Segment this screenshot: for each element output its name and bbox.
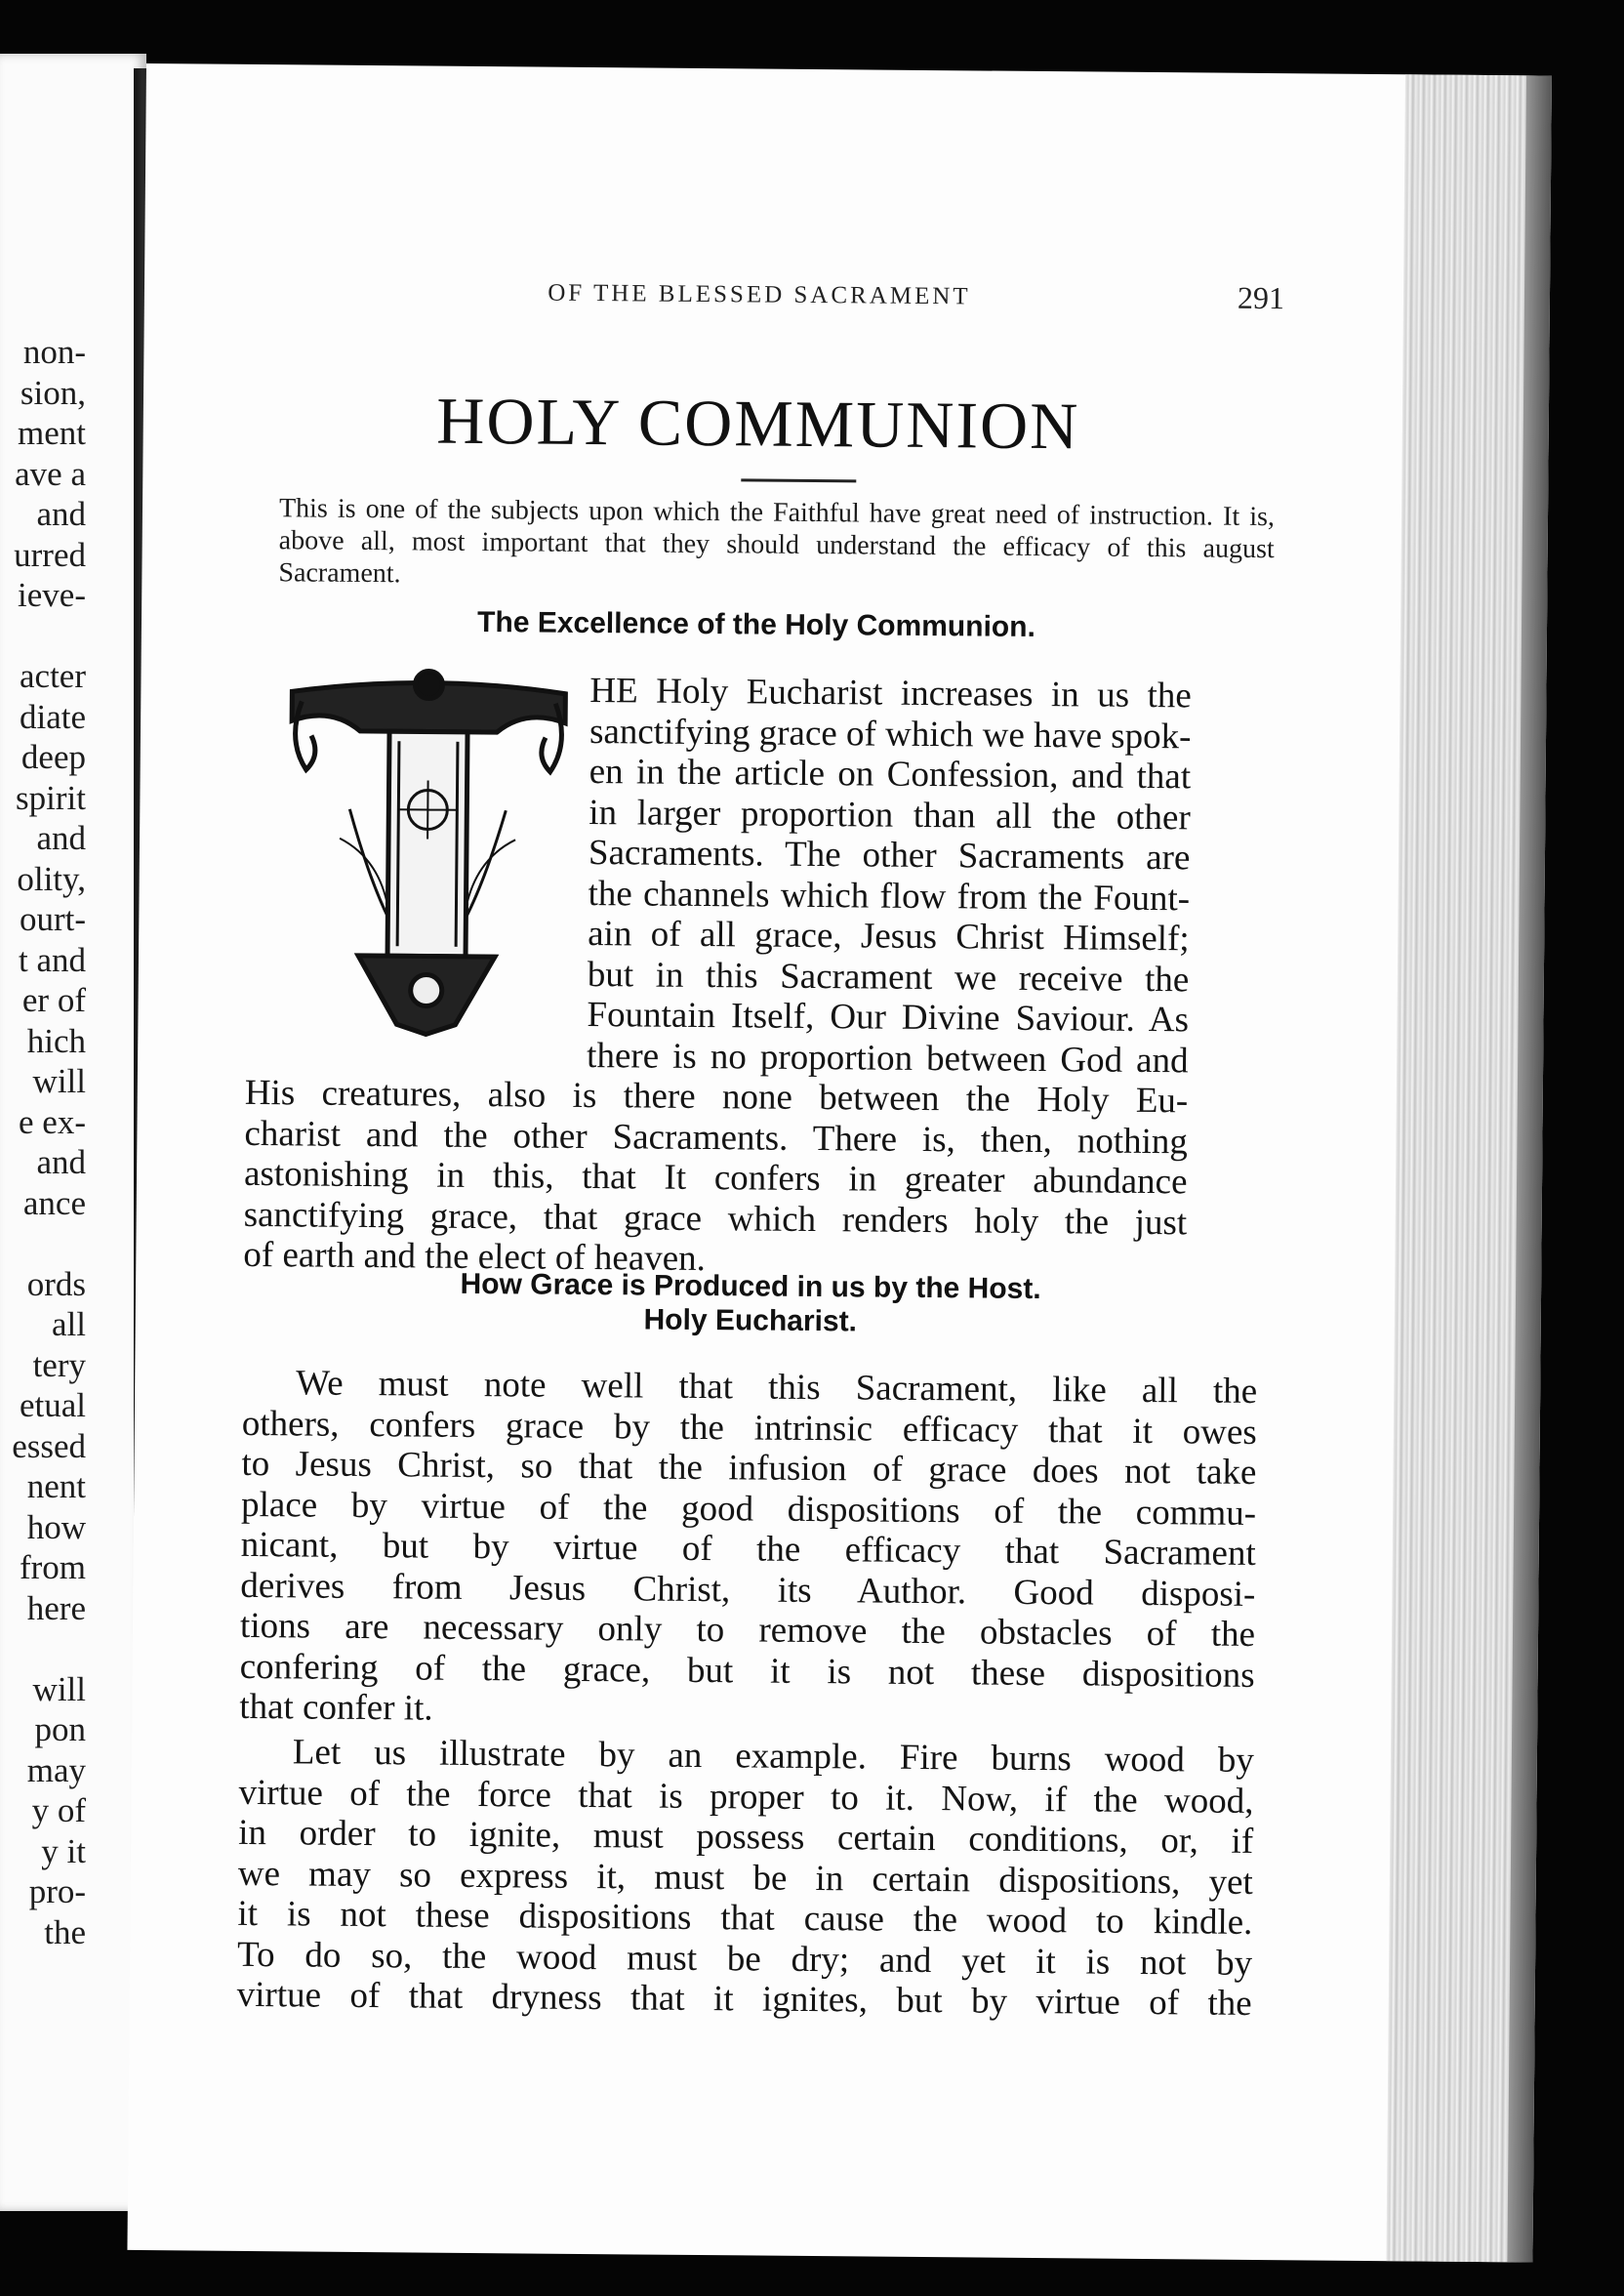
text-line: tions are necessary only to remove the obstacles of the — [239, 1605, 1256, 1655]
text-line: it is not these dispositions that cause the wood to kindle. — [237, 1893, 1253, 1943]
previous-page-line: ave a — [15, 454, 86, 493]
text-line: of earth and the elect of heaven. — [243, 1234, 707, 1280]
text-line: charist and the other Sacraments. There is, then, nothing — [244, 1113, 1189, 1162]
text-line: that confer it. — [239, 1686, 433, 1729]
intro-paragraph: This is one of the subjects upon which the Faithful have great need of instruction. It is, above all, most important that they should understand the efficacy of this august Sacrament. — [278, 493, 1276, 590]
previous-page-line: essed — [12, 1426, 86, 1465]
previous-page-line: and — [36, 819, 86, 857]
previous-page-line: and — [36, 1143, 86, 1181]
previous-page-text — [12, 332, 86, 1952]
paragraph-excellence — [243, 668, 1192, 1284]
section-heading-grace-line1: How Grace is Produced in us by the Host. — [460, 1267, 1041, 1306]
title-rule — [741, 478, 856, 482]
text-line: virtue of the force that is proper to it. Now, if the wood, — [238, 1772, 1254, 1822]
previous-page-line: urred — [14, 535, 86, 574]
text-line: To do so, the wood must be dry; and yet it is not by — [236, 1934, 1253, 1984]
text-line: derives from Jesus Christ, its Author. Good disposi- — [240, 1565, 1256, 1615]
previous-page-line: y of — [31, 1791, 86, 1829]
chapter-title: HOLY COMMUNION — [435, 383, 1080, 463]
text-line: His creatures, also is there none between the Holy Eu- — [244, 1072, 1189, 1122]
text-line: others, confers grace by the intrinsic efficacy that it owes — [241, 1403, 1257, 1453]
previous-page-line: diate — [19, 697, 86, 736]
section-heading-grace-line2: Holy Eucharist. — [643, 1303, 858, 1338]
page-number: 291 — [1237, 279, 1285, 316]
section-heading-excellence: The Excellence of the Holy Communion. — [476, 605, 1036, 643]
text-line: Fountain Itself, Our Divine Saviour. As — [587, 994, 1190, 1041]
running-head: OF THE BLESSED SACRAMENT — [548, 279, 971, 310]
text-line: astonishing in this, that It confers in greater abundance — [243, 1153, 1188, 1203]
previous-page-line — [12, 616, 86, 657]
book-page — [127, 63, 1551, 2262]
previous-page-line: hich — [26, 1021, 86, 1060]
text-line: nicant, but by virtue of the efficacy that Sacrament — [240, 1524, 1256, 1574]
text-line: in larger proportion than all the other — [589, 792, 1191, 838]
text-line: there is no proportion between God and — [586, 1035, 1189, 1081]
section-heading-grace — [243, 1265, 1259, 1342]
dropcap-wrapped-lines — [245, 668, 1192, 1081]
text-line: ain of all grace, Jesus Christ Himself; — [588, 913, 1190, 960]
text-line: en in the article on Confession, and that — [589, 751, 1192, 798]
previous-page-line: spirit — [16, 778, 86, 817]
previous-page-line: ourt- — [19, 900, 86, 938]
previous-page-line: will — [32, 1669, 86, 1708]
previous-page-line: pon — [34, 1710, 86, 1748]
previous-page-line: olity, — [17, 859, 86, 898]
text-line: to Jesus Christ, so that the infusion of grace does not take — [241, 1443, 1257, 1493]
text-line: place by virtue of the good dispositions of the commu- — [240, 1484, 1257, 1534]
previous-page-line: ieve- — [18, 576, 86, 614]
previous-page-line: y it — [41, 1831, 86, 1870]
previous-page-line — [12, 1223, 86, 1264]
previous-page-line: e ex- — [19, 1102, 86, 1141]
previous-page-line: nent — [26, 1467, 86, 1505]
previous-page-line: non- — [22, 333, 86, 371]
text-line: virtue of that dryness that it ignites, but by virtue of the — [236, 1974, 1252, 2024]
previous-page-line: and — [36, 495, 86, 533]
text-line: the channels which flow from the Fount- — [588, 873, 1191, 919]
text-line: Let us illustrate by an example. Fire burns wood by — [292, 1732, 1255, 1781]
previous-page-line: tery — [32, 1345, 86, 1384]
previous-page-line: ment — [18, 414, 86, 452]
text-line: HE Holy Eucharist increases in us the — [589, 670, 1193, 717]
previous-page-line: pro- — [28, 1872, 86, 1910]
paragraph-fire-example — [237, 1732, 1254, 2025]
text-line: Sacraments. The other Sacraments are — [588, 832, 1191, 879]
text-line: but in this Sacrament we receive the — [587, 954, 1190, 1000]
previous-page-line: er of — [21, 981, 86, 1019]
paragraph-intrinsic-efficacy — [239, 1363, 1257, 1737]
previous-page-line: ance — [22, 1183, 86, 1222]
previous-page-line: how — [26, 1507, 86, 1546]
text-line: sanctifying grace, that grace which renders holy the just — [243, 1194, 1188, 1243]
previous-page-line: sion, — [20, 373, 86, 412]
text-line: confering of the grace, but it is not these dispositions — [239, 1646, 1255, 1696]
previous-page-line: deep — [20, 738, 86, 776]
text-line: sanctifying grace of which we have spok- — [589, 711, 1192, 757]
text-line: we may so express it, must be in certain dispositions, yet — [237, 1853, 1253, 1903]
full-width-lines — [243, 1073, 1188, 1284]
previous-page-line: t and — [18, 940, 86, 979]
previous-page-line: the — [44, 1912, 86, 1951]
page-edges — [1386, 74, 1552, 2262]
previous-page-line: acter — [20, 657, 86, 695]
text-line: in order to ignite, must possess certain conditions, or, if — [238, 1812, 1254, 1862]
previous-page-line: from — [19, 1548, 86, 1586]
previous-page-line — [12, 1628, 86, 1669]
previous-page-line: will — [32, 1062, 86, 1100]
previous-page-line: etual — [19, 1386, 86, 1424]
previous-page — [0, 54, 146, 2211]
previous-page-line: may — [26, 1750, 86, 1789]
previous-page-line: here — [26, 1588, 86, 1627]
previous-page-line: all — [52, 1305, 86, 1343]
text-line: We must note well that this Sacrament, like all the — [296, 1363, 1258, 1412]
previous-page-line: ords — [26, 1264, 86, 1303]
